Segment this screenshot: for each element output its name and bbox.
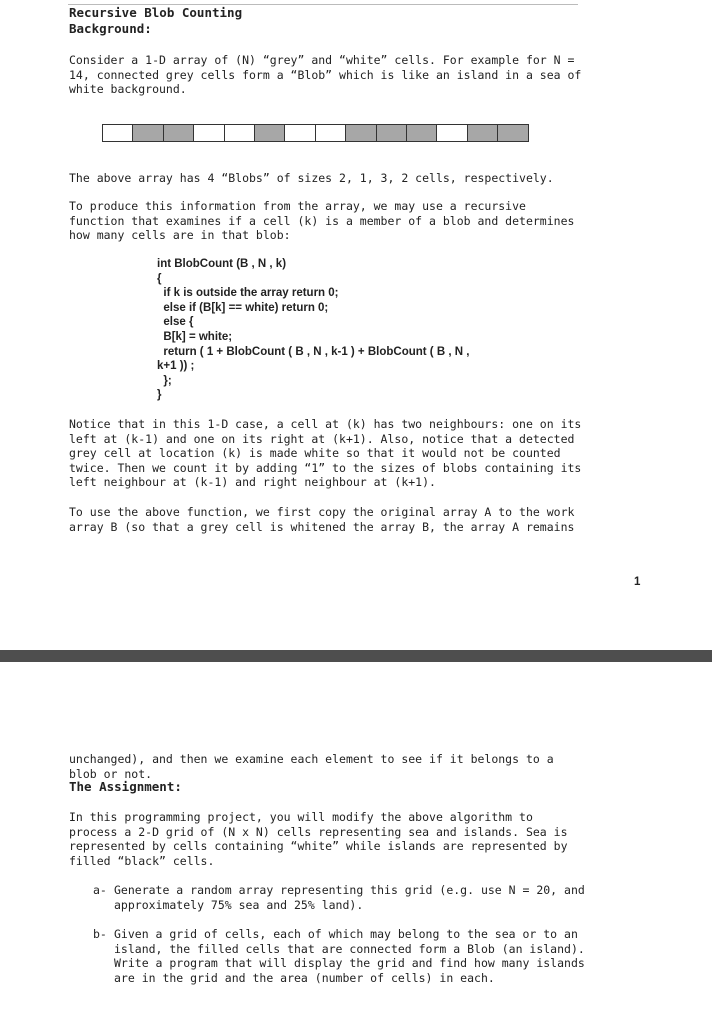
blob-array-figure xyxy=(102,124,529,142)
code-line: } xyxy=(157,389,162,402)
text-line: Notice that in this 1-D case, a cell at (k) has two neighbours: one on its xyxy=(69,417,582,431)
code-line: { xyxy=(157,272,162,285)
list-item-b xyxy=(114,927,585,985)
assignment-paragraph xyxy=(69,810,568,868)
grey-cell xyxy=(255,125,285,141)
text-line: are in the grid and the area (number of cells) in each. xyxy=(114,970,495,985)
grey-cell xyxy=(407,125,437,141)
text-line: twice. Then we count it by adding “1” to the sizes of blobs containing its xyxy=(69,460,582,475)
grey-cell xyxy=(133,125,163,141)
code-line: int BlobCount (B , N , k) xyxy=(157,258,287,270)
text-line: represented by cells containing “white” while islands are represented by xyxy=(69,839,568,854)
background-heading: Background: xyxy=(69,21,152,36)
code-line: B[k] = white; xyxy=(157,330,233,343)
white-cell xyxy=(316,125,346,141)
code-line: else { xyxy=(157,316,194,329)
grey-cell xyxy=(498,125,528,141)
text-line: grey cell at location (k) is made white so that it would not be counted xyxy=(69,446,561,461)
assignment-heading: The Assignment: xyxy=(69,779,182,794)
page-separator xyxy=(0,650,712,662)
usage-paragraph xyxy=(69,505,574,534)
text-line: left at (k-1) and one on its right at (k+1). Also, notice that a detected xyxy=(69,431,575,446)
text-line: Generate a random array representing this grid (e.g. use N = 20, and xyxy=(114,883,585,897)
white-cell xyxy=(437,125,467,141)
text-line: unchanged), and then we examine each element to see if it belongs to a xyxy=(69,752,554,766)
grey-cell xyxy=(468,125,498,141)
recursive-intro-paragraph xyxy=(69,199,574,243)
text-line: approximately 75% sea and 25% land). xyxy=(114,897,364,912)
white-cell xyxy=(285,125,315,141)
list-marker-a: a- xyxy=(93,883,107,897)
code-line: else if (B[k] == white) return 0; xyxy=(157,301,329,314)
code-block xyxy=(157,257,469,403)
text-line: Given a grid of cells, each of which may belong to the sea or to an xyxy=(114,927,578,941)
grey-cell xyxy=(377,125,407,141)
text-line: white background. xyxy=(69,82,187,97)
white-cell xyxy=(103,125,133,141)
text-line: In this programming project, you will modify the above algorithm to xyxy=(69,810,533,824)
document-title: Recursive Blob Counting xyxy=(69,5,243,20)
text-line: Consider a 1-D array of (N) “grey” and “white” cells. For example for N = xyxy=(69,53,575,67)
text-line: function that examines if a cell (k) is a member of a blob and determines xyxy=(69,213,575,228)
text-line: array B (so that a grey cell is whitened the array B, the array A remains xyxy=(69,519,575,534)
text-line: how many cells are in that blob: xyxy=(69,228,291,243)
page-number: 1 xyxy=(634,576,641,588)
grey-cell xyxy=(346,125,376,141)
text-line: island, the filled cells that are connected form a Blob (an island). xyxy=(114,941,585,956)
text-line: filled “black” cells. xyxy=(69,853,215,868)
continuation-paragraph xyxy=(69,752,554,781)
text-line: Write a program that will display the grid and find how many islands xyxy=(114,956,585,971)
text-line: To produce this information from the array, we may use a recursive xyxy=(69,199,526,213)
text-line: 14, connected grey cells form a “Blob” which is like an island in a sea of xyxy=(69,67,582,82)
list-item-a xyxy=(114,883,585,912)
intro-paragraph xyxy=(69,53,581,97)
neighbours-paragraph xyxy=(69,417,581,490)
code-line: return ( 1 + BlobCount ( B , N , k-1 ) + BlobCount ( B , N , xyxy=(157,345,470,358)
text-line: process a 2-D grid of (N x N) cells representing sea and islands. Sea is xyxy=(69,824,568,839)
text-line: blob or not. xyxy=(69,766,153,781)
text-line: To use the above function, we first copy the original array A to the work xyxy=(69,505,575,519)
white-cell xyxy=(194,125,224,141)
code-line: k+1 )) ; xyxy=(157,360,195,373)
white-cell xyxy=(225,125,255,141)
code-line: }; xyxy=(157,374,172,387)
blob-count-sentence: The above array has 4 “Blobs” of sizes 2, 1, 3, 2 cells, respectively. xyxy=(69,171,554,185)
list-marker-b: b- xyxy=(93,927,107,941)
text-line: left neighbour at (k-1) and right neighbour at (k+1). xyxy=(69,475,436,490)
code-line: if k is outside the array return 0; xyxy=(157,287,339,300)
grey-cell xyxy=(164,125,194,141)
document-page-2 xyxy=(0,662,712,1024)
